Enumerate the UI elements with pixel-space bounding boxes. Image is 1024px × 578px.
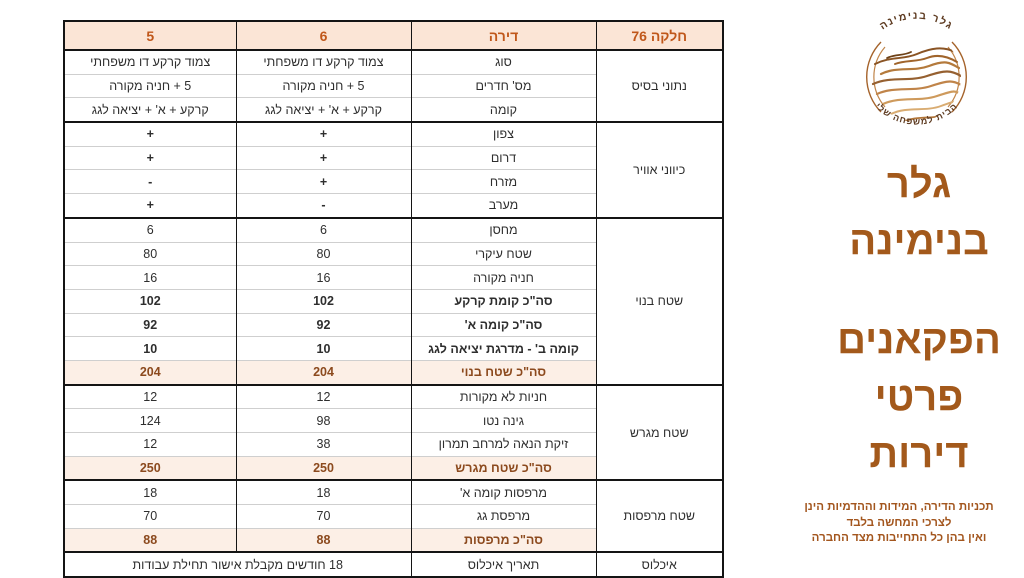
row-label: חניה מקורה (411, 266, 596, 290)
page-title-line1: הפקאנים (837, 318, 1001, 362)
page-title (824, 312, 1014, 483)
logo-bottom-text: הבית למשפחה שלי (873, 100, 960, 127)
value-unit5: 92 (64, 313, 236, 337)
value-unit5: 5 + חניה מקורה (64, 74, 236, 98)
table-row (64, 122, 723, 146)
group-label-balconies: שטח מרפסות (596, 480, 723, 552)
value-unit5: 124 (64, 409, 236, 433)
value-unit5: 80 (64, 242, 236, 266)
header-apartment: דירה (411, 21, 596, 50)
row-label: חניות לא מקורות (411, 385, 596, 409)
row-label: סה"כ שטח מגרש (411, 456, 596, 480)
wood-grain-emblem-icon (851, 12, 982, 143)
brand-logo (851, 12, 982, 143)
value-unit5: 102 (64, 289, 236, 313)
value-unit5: 88 (64, 528, 236, 552)
page-title-line2: פרטי (874, 375, 964, 419)
value-unit6: 10 (236, 337, 411, 361)
table-row (64, 480, 723, 504)
value-unit5: 250 (64, 456, 236, 480)
disclaimer-line2: לצרכי המחשה בלבד (846, 516, 952, 529)
value-unit5: - (64, 170, 236, 194)
group-label-directions: כיווני אוויר (596, 122, 723, 218)
row-label: קומה ב' - מדרגת יציאה לגג (411, 337, 596, 361)
row-label: סה"כ קומת קרקע (411, 289, 596, 313)
row-label: מס' חדרים (411, 74, 596, 98)
apartment-spec-table (63, 20, 724, 578)
value-unit6: צמוד קרקע דו משפחתי (236, 50, 411, 74)
row-label: קומה (411, 98, 596, 122)
value-unit6: 12 (236, 385, 411, 409)
value-unit6: 98 (236, 409, 411, 433)
row-label: סה"כ קומה א' (411, 313, 596, 337)
row-label: שטח עיקרי (411, 242, 596, 266)
row-label: מזרח (411, 170, 596, 194)
row-label: תאריך איכלוס (411, 552, 596, 577)
value-unit5: + (64, 194, 236, 218)
header-unit-6: 6 (236, 21, 411, 50)
row-label: צפון (411, 122, 596, 146)
brand-title-line1: גלר (886, 162, 952, 206)
value-unit6: 18 (236, 480, 411, 504)
disclaimer-line1: תכניות הדירה, המידות וההדמיות הינן (804, 501, 994, 513)
value-unit6: 92 (236, 313, 411, 337)
table-row (64, 218, 723, 242)
row-label: מחסן (411, 218, 596, 242)
value-unit5: 16 (64, 266, 236, 290)
value-unit6: 80 (236, 242, 411, 266)
value-unit6: 38 (236, 433, 411, 457)
value-unit5: 10 (64, 337, 236, 361)
row-label: מרפסות קומה א' (411, 480, 596, 504)
value-unit6: + (236, 146, 411, 170)
value-unit6: 6 (236, 218, 411, 242)
value-occupancy-date: 18 חודשים מקבלת אישור תחילת עבודות (64, 552, 411, 577)
page-title-line3: דירות (869, 432, 969, 476)
row-label: דרום (411, 146, 596, 170)
header-plot: חלקה 76 (596, 21, 723, 50)
value-unit6: 250 (236, 456, 411, 480)
row-label: גינה נטו (411, 409, 596, 433)
disclaimer-line3: ואין בהן כל התחייבות מצד החברה (811, 532, 987, 544)
value-unit5: 70 (64, 505, 236, 529)
group-label-basic: נתוני בסיס (596, 50, 723, 122)
table-header-row (64, 21, 723, 50)
row-label: סה"כ שטח בנוי (411, 360, 596, 384)
value-unit5: 12 (64, 385, 236, 409)
value-unit5: + (64, 122, 236, 146)
svg-text:גלר בנימינה (878, 12, 956, 32)
table-row (64, 50, 723, 74)
value-unit6: קרקע + א' + יציאה לגג (236, 98, 411, 122)
value-unit6: 102 (236, 289, 411, 313)
group-label-lot-area: שטח מגרש (596, 385, 723, 481)
value-unit5: + (64, 146, 236, 170)
value-unit6: + (236, 170, 411, 194)
header-unit-5: 5 (64, 21, 236, 50)
value-unit5: 204 (64, 360, 236, 384)
value-unit6: 70 (236, 505, 411, 529)
row-label: מרפסת גג (411, 505, 596, 529)
value-unit6: 88 (236, 528, 411, 552)
group-label-occupancy: איכלוס (596, 552, 723, 577)
value-unit6: 5 + חניה מקורה (236, 74, 411, 98)
row-label: סה"כ מרפסות (411, 528, 596, 552)
value-unit5: 18 (64, 480, 236, 504)
value-unit6: 204 (236, 360, 411, 384)
disclaimer-text (778, 500, 1020, 547)
value-unit6: + (236, 122, 411, 146)
logo-top-text: גלר בנימינה (877, 12, 956, 33)
value-unit5: 6 (64, 218, 236, 242)
value-unit5: 12 (64, 433, 236, 457)
row-label: מערב (411, 194, 596, 218)
row-label: זיקת הנאה למרחב תמרון (411, 433, 596, 457)
row-label: סוג (411, 50, 596, 74)
value-unit5: קרקע + א' + יציאה לגג (64, 98, 236, 122)
table-row (64, 552, 723, 577)
table-row (64, 385, 723, 409)
value-unit6: 16 (236, 266, 411, 290)
value-unit6: - (236, 194, 411, 218)
brand-title (824, 156, 1014, 270)
group-label-built-area: שטח בנוי (596, 218, 723, 385)
brand-title-line2: בנימינה (849, 219, 989, 263)
value-unit5: צמוד קרקע דו משפחתי (64, 50, 236, 74)
